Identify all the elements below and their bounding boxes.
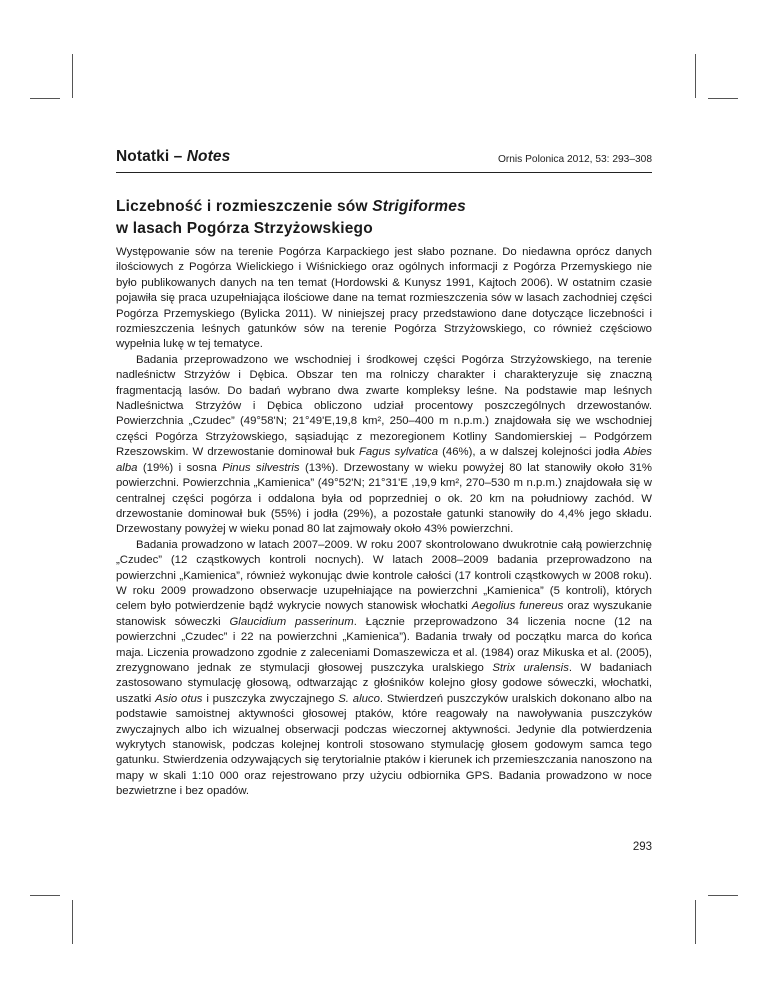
crop-mark bbox=[72, 54, 73, 98]
article-body bbox=[116, 245, 652, 800]
species-name: Abies alba bbox=[116, 446, 652, 474]
header-rule bbox=[116, 172, 652, 173]
section-label-prefix: Notatki – bbox=[116, 148, 187, 165]
species-name: Glaucidium passerinum bbox=[229, 615, 354, 628]
paragraph-text: . Łącznie przeprowadzono 34 liczenia nocne (12 na powierzchni „Czudec” i 22 na powierzchni „Kamienica”). Badania trwały od początku marca do końca maja. Liczenia prowadzono zgodnie z zaleceniami Domaszewicza et al. (1984) oraz Mikuska et al. (2005), zrezygnowano jednak ze stymulacji głosowej puszczyka uralskiego bbox=[116, 615, 652, 674]
paragraph-text: oraz wyszukanie stanowisk sóweczki bbox=[116, 600, 652, 628]
paragraph-text: Badania przeprowadzono we wschodniej i środkowej części Pogórza Strzyżowskiego, na terenie nadleśnictw Strzyżów i Dębica. Obszar ten ma rolniczy charakter i charakteryzuje się znaczną fragmentacją lasów. Do badań wybrano dwa zwarte kompleksy leśne. Na podstawie map leśnych Nadleśnictwa Strzyżów i Dębica obliczono udział procentowy poszczególnych drzewostanów. Powierzchnia „Czudec” (49°58'N; 21°49'E,19,8 km², 250–400 m n.p.m.) znajdowała się we wschodniej części Pogórza Strzyżowskiego, sąsiadując z mezoregionem Kotliny Sandomierskiej – Podgórzem Rzeszowskim. W drzewostanie dominował buk bbox=[116, 353, 652, 459]
body-paragraph bbox=[116, 353, 652, 538]
paragraph-text: . W badaniach zastosowano stymulację głosową, odtwarzając z głośników kolejno głosy godowe sóweczki, włochatki, uszatki bbox=[116, 661, 652, 705]
crop-mark bbox=[72, 900, 73, 944]
crop-mark bbox=[30, 895, 60, 896]
crop-mark bbox=[695, 54, 696, 98]
journal-reference: Ornis Polonica 2012, 53: 293–308 bbox=[497, 154, 652, 165]
species-name: Pinus silvestris bbox=[222, 461, 300, 474]
species-name: Strix uralensis bbox=[492, 661, 569, 674]
paragraph-text: (19%) i sosna bbox=[137, 461, 223, 474]
paragraph-text: Występowanie sów na terenie Pogórza Karpackiego jest słabo poznane. Do niedawna oprócz danych ilościowych z Pogórza Wielickiego i Wiśnickiego oraz ogólnych informacji z Pogórza Przemyskiego nie było publikowanych danych na ten temat (Hordowski & Kunysz 1991, Kajtoch 2006). W ostatnim czasie pojawiła się praca uzupełniająca ilościowe dane na temat rozmieszczenia sów w lasach zachodniej części Pogórza Przemyskiego (Bylicka 2011). W niniejszej pracy przedstawiono dane dotyczące liczebności i rozmieszczenia leśnych gatunków sów na terenie Pogórza Strzyżowskiego, co również częściowo wypełnia lukę w tej tematyce. bbox=[116, 246, 652, 351]
paragraph-text: i puszczyka zwyczajnego bbox=[202, 692, 339, 705]
paragraph-text: . Stwierdzeń puszczyków uralskich dokonano albo na podstawie samoistnej aktywności głosowej ptaków, które reagowały na nawoływania puszczyków zwyczajnych albo ich wizualnej obserwacji podczas wieczornej aktywności. Jedynie dla potwierdzenia wykrytych stanowisk, podczas kolejnej kontroli stosowano stymulację głosem godowym samca tego gatunku. Stwierdzenia odzywających się terytorialnie ptaków i kierunek ich przemieszczania nanoszono na mapy w skali 1:10 000 oraz rejestrowano przy użyciu odbiornika GPS. Badania prowadzono w noce bezwietrzne i bez opadów. bbox=[116, 692, 652, 798]
paragraph-text: Badania prowadzono w latach 2007–2009. W roku 2007 skontrolowano dwukrotnie całą powierzchnię „Czudec” (12 cząstkowych kontroli nocnych). W latach 2008–2009 badania przeprowadzono na powierzchni „Kamienica”, również wykonując dwie kontrole całości (17 kontroli cząstkowych w 2008 roku). W roku 2009 prowadzono obserwacje uzupełniające na powierzchni „Kamienica” (5 kontroli), których celem było potwierdzenie bądź wykrycie nowych stanowisk włochatki bbox=[116, 538, 652, 613]
paragraph-text: (46%), a w dalszej kolejności jodła bbox=[438, 446, 624, 459]
species-name: S. aluco bbox=[338, 692, 380, 705]
paragraph-text: (13%). Drzewostany w wieku powyżej 80 lat stanowiły około 31% powierzchni. Powierzchnia „Kamienica” (49°52'N; 21°31'E ,19,9 km², 270–530 m n.p.m.) znajdowała się w centralnej części pogórza i oddalona była od poprzedniej o ok. 20 km na południowy zachód. W drzewostanie dominował buk (55%) i jodła (29%), a pozostałe gatunki stanowiły do 4,4% jego składu. Drzewostany powyżej w wieku ponad 80 lat zajmowały około 43% powierzchni. bbox=[116, 461, 652, 536]
crop-mark bbox=[708, 895, 738, 896]
crop-mark bbox=[30, 98, 60, 99]
body-paragraph bbox=[116, 538, 652, 800]
body-paragraph bbox=[116, 245, 652, 353]
species-name: Asio otus bbox=[155, 692, 203, 705]
page-number: 293 bbox=[632, 841, 652, 853]
crop-mark bbox=[695, 900, 696, 944]
species-name: Fagus sylvatica bbox=[358, 446, 439, 459]
running-header bbox=[116, 148, 652, 172]
crop-mark bbox=[708, 98, 738, 99]
title-part1: Liczebność i rozmieszczenie sów bbox=[116, 198, 373, 215]
species-name: Aegolius funereus bbox=[471, 600, 564, 613]
section-label-italic: Notes bbox=[186, 148, 231, 165]
section-label bbox=[116, 148, 230, 166]
article-title bbox=[116, 196, 652, 240]
title-part2: w lasach Pogórza Strzyżowskiego bbox=[116, 220, 373, 237]
title-italic: Strigiformes bbox=[372, 198, 466, 215]
